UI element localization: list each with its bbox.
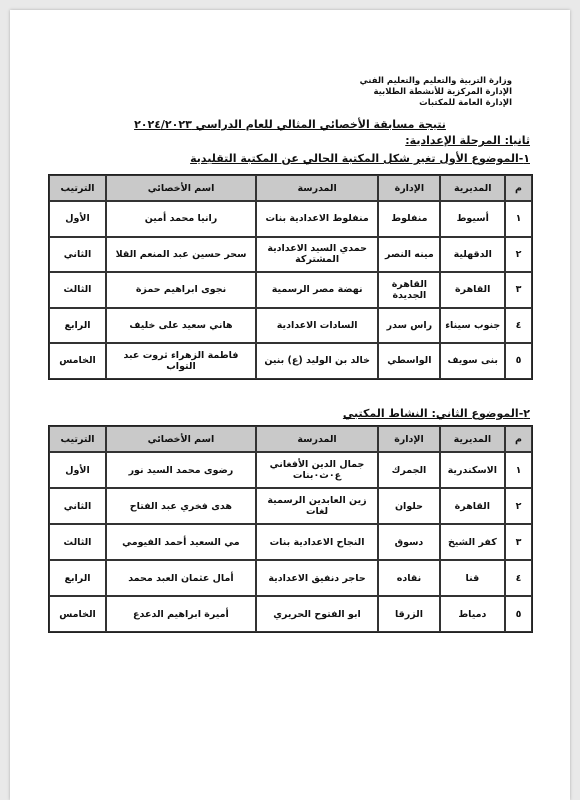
cell-administration: الجمرك [378, 452, 439, 488]
col-header-rank: الترتيب [49, 175, 106, 201]
cell-rank: الخامس [49, 343, 106, 379]
cell-number: ٥ [505, 596, 532, 632]
topic2-heading: ٢-الموضوع الثاني: النشاط المكتبي [342, 407, 530, 420]
cell-directorate: القاهرة [440, 272, 505, 308]
cell-school: النجاح الاعدادية بنات [256, 524, 378, 560]
cell-rank: الأول [49, 201, 106, 237]
cell-number: ٢ [505, 237, 532, 273]
cell-school: حاجر دنفيق الاعدادية [256, 560, 378, 596]
col-header-number: م [505, 175, 532, 201]
cell-directorate: الاسكندرية [440, 452, 505, 488]
cell-rank: الرابع [49, 308, 106, 344]
cell-school: نهضة مصر الرسمية [256, 272, 378, 308]
cell-directorate: قنا [440, 560, 505, 596]
cell-directorate: بنى سويف [440, 343, 505, 379]
table-header-row [49, 426, 532, 452]
cell-rank: الرابع [49, 560, 106, 596]
table-row [49, 343, 532, 379]
cell-rank: الثاني [49, 237, 106, 273]
cell-administration: منفلوط [378, 201, 440, 237]
topic2-results-table [48, 425, 533, 633]
cell-specialist-name: أمال عثمان العبد محمد [106, 560, 256, 596]
table-header-row [49, 175, 532, 201]
cell-administration: دسوق [378, 524, 439, 560]
section-heading: ثانيا: المرحلة الإعدادية: [405, 134, 530, 147]
col-header-administration: الإدارة [378, 175, 440, 201]
cell-specialist-name: رضوى محمد السيد نور [106, 452, 256, 488]
table-row [49, 596, 532, 632]
cell-administration: حلوان [378, 488, 439, 524]
cell-specialist-name: هدى فخري عبد الفتاح [106, 488, 256, 524]
cell-administration: الواسطي [378, 343, 440, 379]
cell-specialist-name: هاني سعيد على خليف [106, 308, 256, 344]
table-row [49, 560, 532, 596]
table-row [49, 272, 532, 308]
col-header-specialist-name: اسم الأخصائي [106, 426, 256, 452]
cell-administration: القاهرة الجديدة [378, 272, 440, 308]
cell-rank: الأول [49, 452, 106, 488]
cell-number: ١ [505, 201, 532, 237]
cell-number: ٢ [505, 488, 532, 524]
col-header-directorate: المديرية [440, 175, 505, 201]
cell-directorate: كفر الشيخ [440, 524, 505, 560]
col-header-specialist-name: اسم الأخصائي [106, 175, 256, 201]
cell-administration: نقاده [378, 560, 439, 596]
cell-school: منفلوط الاعدادية بنات [256, 201, 378, 237]
cell-number: ٥ [505, 343, 532, 379]
cell-rank: الثالث [49, 272, 106, 308]
document-page [10, 10, 570, 800]
cell-number: ٤ [505, 560, 532, 596]
general-admin-name: الإدارة العامة للمكتبات [419, 98, 512, 108]
table-row [49, 452, 532, 488]
cell-school: زين العابدين الرسمية لغات [256, 488, 378, 524]
cell-school: حمدي السيد الاعدادية المشتركة [256, 237, 378, 273]
cell-specialist-name: نجوى ابراهيم حمزة [106, 272, 256, 308]
cell-specialist-name: فاطمة الزهراء ثروت عبد التواب [106, 343, 256, 379]
col-header-administration: الإدارة [378, 426, 439, 452]
cell-rank: الثاني [49, 488, 106, 524]
cell-administration: مينه النصر [378, 237, 440, 273]
cell-directorate: الدقهلية [440, 237, 505, 273]
cell-specialist-name: مي السعيد أحمد الفيومي [106, 524, 256, 560]
central-admin-name: الإدارة المركزية للأنشطة الطلابية [373, 87, 512, 97]
cell-administration: الزرقا [378, 596, 439, 632]
col-header-number: م [505, 426, 532, 452]
topic1-heading: ١-الموضوع الأول تغير شكل المكتبة الحالي عن المكتبة التقليدية [190, 152, 530, 165]
col-header-rank: الترتيب [49, 426, 106, 452]
cell-specialist-name: سحر حسين عبد المنعم القلا [106, 237, 256, 273]
cell-number: ٣ [505, 524, 532, 560]
col-header-school: المدرسة [256, 175, 378, 201]
cell-school: خالد بن الوليد (ع) بنين [256, 343, 378, 379]
table-row [49, 308, 532, 344]
cell-directorate: دمياط [440, 596, 505, 632]
document-title: نتيجة مسابقة الأخصائي المثالي للعام الدراسي ٢٠٢٤/٢٠٢٣ [134, 118, 446, 131]
topic1-results-table [48, 174, 533, 380]
cell-school: السادات الاعدادية [256, 308, 378, 344]
cell-number: ٣ [505, 272, 532, 308]
cell-administration: راس سدر [378, 308, 440, 344]
col-header-school: المدرسة [256, 426, 378, 452]
ministry-name: وزارة التربية والتعليم والتعليم الفني [359, 76, 512, 86]
table-row [49, 488, 532, 524]
cell-directorate: جنوب سيناء [440, 308, 505, 344]
cell-number: ١ [505, 452, 532, 488]
table-row [49, 237, 532, 273]
cell-directorate: أسيوط [440, 201, 505, 237]
cell-number: ٤ [505, 308, 532, 344]
cell-specialist-name: رانيا محمد أمين [106, 201, 256, 237]
ministry-header [360, 76, 512, 109]
cell-school: ابو الفتوح الحريري [256, 596, 378, 632]
cell-directorate: القاهرة [440, 488, 505, 524]
table-row [49, 524, 532, 560]
cell-rank: الخامس [49, 596, 106, 632]
cell-specialist-name: أميرة ابراهيم الدعدع [106, 596, 256, 632]
cell-school: جمال الدين الأفغاني ع٠ث٠بنات [256, 452, 378, 488]
table-row [49, 201, 532, 237]
cell-rank: الثالث [49, 524, 106, 560]
col-header-directorate: المديرية [440, 426, 505, 452]
